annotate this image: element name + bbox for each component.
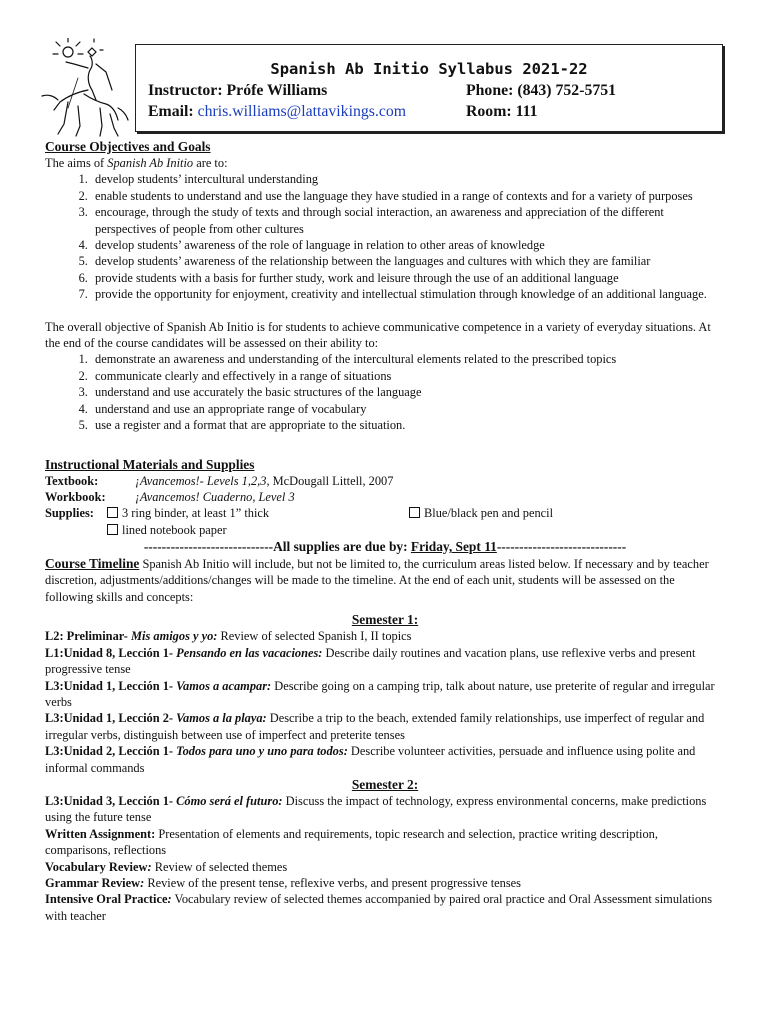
unit-code: Written Assignment: — [45, 826, 156, 841]
timeline-entry — [45, 743, 725, 776]
unit-code: L3:Unidad 1, Lección 1- — [45, 678, 177, 693]
list-item: 7. provide the opportunity for enjoyment, creativity and intellectual stimulation through knowledge of an additional language. — [91, 286, 725, 302]
list-item: 4. understand and use an appropriate range of vocabulary — [91, 401, 725, 417]
list-item: 6. provide students with a basis for further study, work and leisure through the use of an additional language — [91, 270, 725, 286]
unit-name: Vamos a acampar: — [176, 678, 272, 693]
unit-description: Describe going on a camping trip, talk about nature, use preterite of regular and irregular verbs — [45, 678, 715, 709]
goals-intro: The aims of Spanish Ab Initio are to: — [45, 156, 228, 170]
unit-name: Todos para uno y uno para todos: — [176, 744, 348, 759]
unit-code: L3:Unidad 2, Lección 1- — [45, 744, 177, 759]
unit-code: Vocabulary Review — [45, 859, 148, 874]
unit-name: Vamos a la playa: — [176, 711, 267, 726]
email-label: Email: — [148, 103, 198, 120]
workbook-row: Workbook: ¡Avancemos! Cuaderno, Level 3 — [45, 489, 295, 504]
overall-objective: The overall objective of Spanish Ab Initio is for students to achieve communicative competence in a variety of everyday situations. At the end of the course candidates will be assessed on their ability to: — [45, 319, 711, 351]
list-item: 5. use a register and a format that are appropriate to the situation. — [91, 417, 725, 433]
list-item: 1. develop students’ intercultural understanding — [91, 171, 725, 187]
don-quixote-logo — [38, 38, 130, 138]
unit-name: : — [140, 875, 145, 890]
unit-name: Cómo será el futuro: — [176, 793, 283, 808]
timeline-entry — [45, 826, 725, 859]
unit-name: Pensando en las vacaciones: — [176, 645, 323, 660]
unit-code: L2: Preliminar- — [45, 629, 132, 644]
assessment-list — [45, 351, 725, 433]
list-item: 3. understand and use accurately the basic structures of the language — [91, 384, 725, 400]
supplies-due-line: -----------------------------All supplies are due by: Friday, Sept 11----------------------------- — [143, 539, 627, 555]
email-link[interactable]: chris.williams@lattavikings.com — [197, 103, 407, 120]
list-item: 2. communicate clearly and effectively in a range of situations — [91, 368, 725, 384]
phone-number: Phone: (843) 752-5751 — [466, 82, 617, 99]
list-item: 5. develop students’ awareness of the relationship between the languages and cultures with which they are familiar — [91, 253, 725, 269]
timeline-entry — [45, 710, 725, 743]
timeline-entry — [45, 645, 725, 678]
goals-heading: Course Objectives and Goals — [45, 139, 211, 154]
timeline-entry — [45, 628, 725, 644]
timeline-entry — [45, 891, 725, 924]
semester2-heading: Semester 2: — [351, 776, 419, 792]
unit-description: Describe daily routines and vacation plans, use reflexive verbs and present progressive tense — [45, 645, 696, 677]
unit-description: Describe volunteer activities, persuade and influence using polite and informal commands — [45, 744, 696, 775]
instructor-name: Instructor: Prófe Williams — [148, 82, 328, 99]
checkbox-icon — [409, 507, 420, 518]
unit-code: Grammar Review — [45, 875, 141, 890]
header-box — [135, 44, 723, 132]
timeline-entry — [45, 793, 725, 826]
supplies-row-2: lined notebook paper — [45, 522, 725, 538]
unit-code: L3:Unidad 3, Lección 1- — [45, 793, 177, 808]
unit-code: L1:Unidad 8, Lección 1- — [45, 645, 177, 660]
checkbox-icon — [107, 507, 118, 518]
unit-description: Discuss the impact of technology, express environmental concerns, make predictions using the future tense — [45, 793, 707, 825]
timeline-entry — [45, 678, 725, 711]
timeline-intro: Course Timeline Spanish Ab Initio will include, but not be limited to, the curriculum areas listed below. If necessary and by teacher discretion, adjustments/additions/changes will be made to the timeline. At the end of each unit, students will be assessed on the following skills and concepts: — [45, 556, 709, 604]
unit-description: Review of selected themes — [151, 859, 288, 874]
unit-description: Review of selected Spanish I, II topics — [217, 629, 412, 644]
unit-description: Review of the present tense, reflexive verbs, and present progressive tenses — [144, 875, 521, 890]
email-row — [148, 104, 406, 120]
list-item: 1. demonstrate an awareness and understanding of the intercultural elements related to the prescribed topics — [91, 351, 725, 367]
page-title: Spanish Ab Initio Syllabus 2021-22 — [270, 60, 588, 78]
list-item: 2. enable students to understand and use the language they have studied in a range of contexts and for a variety of purposes — [91, 188, 725, 204]
unit-name: Mis amigos y yo: — [131, 629, 218, 644]
supplies-row: Supplies: 3 ring binder, at least 1” thick Blue/black pen and pencil — [45, 506, 554, 521]
unit-code: L3:Unidad 1, Lección 2- — [45, 711, 177, 726]
checkbox-icon — [107, 524, 118, 535]
list-item: 4. develop students’ awareness of the role of language in relation to other areas of knowledge — [91, 237, 725, 253]
unit-name: : — [167, 892, 172, 907]
syllabus-content — [45, 138, 725, 924]
timeline-entry — [45, 875, 725, 891]
unit-description: Presentation of elements and requirements, topic research and selection, practice writing description, comparisons, reflections — [45, 826, 658, 858]
unit-description: Vocabulary review of selected themes accompanied by paired oral practice and Oral Assessment simulations with teacher — [45, 892, 713, 923]
materials-heading: Instructional Materials and Supplies — [45, 456, 255, 472]
room-number: Room: 111 — [466, 103, 538, 120]
unit-name: : — [147, 859, 152, 874]
textbook-row: Textbook: ¡Avancemos!- Levels 1,2,3, McDougall Littell, 2007 — [45, 473, 394, 488]
timeline-entry — [45, 859, 725, 875]
unit-description: Describe a trip to the beach, extended family relationships, use imperfect of regular and irregular verbs, distinguish between use of imperfect and preterite tenses — [45, 711, 705, 742]
semester1-heading: Semester 1: — [351, 612, 419, 628]
list-item: 3. encourage, through the study of texts and through social interaction, an awareness and appreciation of the different perspectives of people from other cultures — [91, 204, 725, 237]
unit-code: Intensive Oral Practice — [45, 892, 168, 907]
aims-list — [45, 171, 725, 302]
